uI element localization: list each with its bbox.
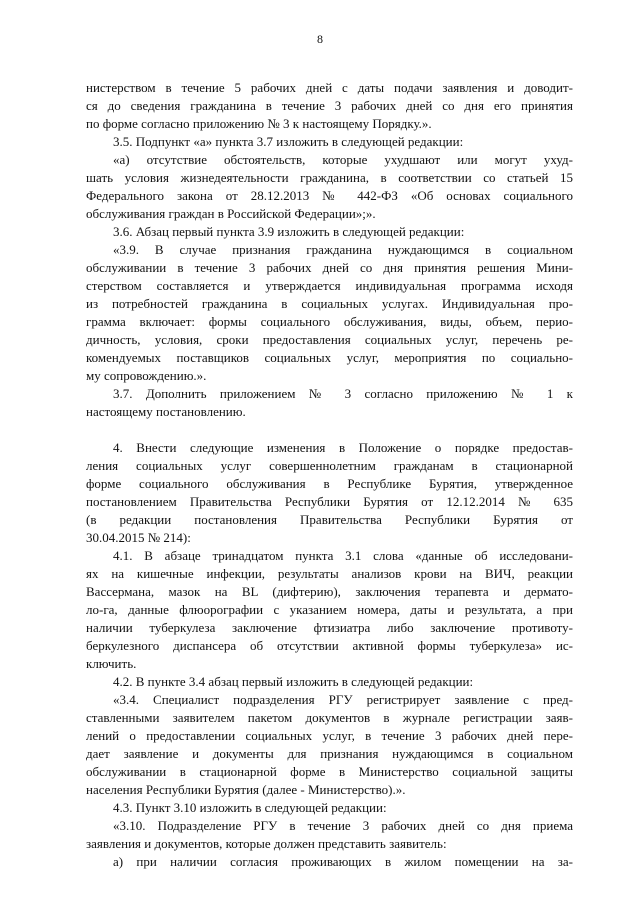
text-line: лений о предоставлении социальных услуг, в течение 3 рабочих дней пере- xyxy=(86,728,573,743)
text-line: ставленными заявителем пакетом документов в журнале регистрации заяв- xyxy=(86,710,573,725)
text-line: ления социальных услуг совершеннолетним гражданам в стационарной xyxy=(86,458,573,473)
text-line: 4.1. В абзаце тринадцатом пункта 3.1 слова «данные об исследовани- xyxy=(113,548,573,563)
text-line: обслуживании в течение 3 рабочих дней со дня принятия решения Мини- xyxy=(86,260,573,275)
text-line: нистерством в течение 5 рабочих дней с даты подачи заявления и доводит- xyxy=(86,80,573,95)
text-line: беркулезного диспансера об отсутствии активной формы туберкулеза» ис- xyxy=(86,638,573,653)
text-line: постановлением Правительства Республики Бурятия от 12.12.2014 № 635 xyxy=(86,494,573,509)
text-line: форме социального обслуживания в Республике Бурятия, утвержденное xyxy=(86,476,573,491)
text-line: 30.04.2015 № 214): xyxy=(86,530,191,545)
text-line: обслуживания граждан в Российской Федерации»;». xyxy=(86,206,376,221)
text-line: грамма включает: формы социального обслуживания, виды, объем, перио- xyxy=(86,314,573,329)
text-line: населения Республики Бурятия (далее - Министерство).». xyxy=(86,782,406,797)
text-line: ях на кишечные инфекции, результаты анализов крови на ВИЧ, реакции xyxy=(86,566,573,581)
text-line: ключить. xyxy=(86,656,137,671)
text-line: по форме согласно приложению № 3 к настоящему Порядку.». xyxy=(86,116,432,131)
text-line: а) при наличии согласия проживающих в жилом помещении на за- xyxy=(113,854,573,869)
text-line: дает заявление и документы для признания нуждающимся в социальном xyxy=(86,746,573,761)
text-line: из потребностей гражданина в социальных услугах. Индивидуальная про- xyxy=(86,296,573,311)
text-line: наличии туберкулеза заключение фтизиатра либо заключение противоту- xyxy=(86,620,573,635)
text-line: 4.3. Пункт 3.10 изложить в следующей редакции: xyxy=(113,800,387,815)
text-line: заявления и документов, которые должен представить заявитель: xyxy=(86,836,447,851)
text-line: «а) отсутствие обстоятельств, которые ухудшают или могут ухуд- xyxy=(113,152,573,167)
text-line: 3.5. Подпункт «а» пункта 3.7 изложить в следующей редакции: xyxy=(113,134,464,149)
text-line: дичность, условия, сроки предоставления социальных услуг, перечень ре- xyxy=(86,332,573,347)
text-line: «3.4. Специалист подразделения РГУ регистрирует заявление с пред- xyxy=(113,692,573,707)
text-line: му сопровождению.». xyxy=(86,368,207,383)
text-line: 3.6. Абзац первый пункта 3.9 изложить в следующей редакции: xyxy=(113,224,465,239)
text-line: ся до сведения гражданина в течение 3 рабочих дней со дня его принятия xyxy=(86,98,573,113)
text-line: 4.2. В пункте 3.4 абзац первый изложить в следующей редакции: xyxy=(113,674,474,689)
text-line: «3.10. Подразделение РГУ в течение 3 рабочих дней со дня приема xyxy=(113,818,573,833)
text-line: 4. Внести следующие изменения в Положение о порядке предостав- xyxy=(113,440,573,455)
text-line: (в редакции постановления Правительства Республики Бурятия от xyxy=(86,512,573,527)
text-line: шать условия жизнедеятельности гражданина, в соответствии со статьей 15 xyxy=(86,170,573,185)
text-line: Вассермана, мазок на BL (дифтерию), заключения терапевта и дермато- xyxy=(86,584,573,599)
text-line: комендуемых поставщиков социальных услуг, мероприятия по социально- xyxy=(86,350,573,365)
text-line: стерством составляется и утверждается индивидуальная программа исходя xyxy=(86,278,573,293)
text-line: «3.9. В случае признания гражданина нуждающимся в социальном xyxy=(113,242,573,257)
text-line: обслуживании в стационарной форме в Министерство социальной защиты xyxy=(86,764,573,779)
text-line xyxy=(86,421,573,438)
text-line: 3.7. Дополнить приложением № 3 согласно приложению № 1 к xyxy=(113,386,573,401)
text-line: настоящему постановлению. xyxy=(86,404,246,419)
page-number: 8 xyxy=(317,32,323,46)
text-line: ло-га, данные флюорографии с указанием номера, даты и результата, а при xyxy=(86,602,573,617)
text-line: Федерального закона от 28.12.2013 № 442-ФЗ «Об основах социального xyxy=(86,188,573,203)
